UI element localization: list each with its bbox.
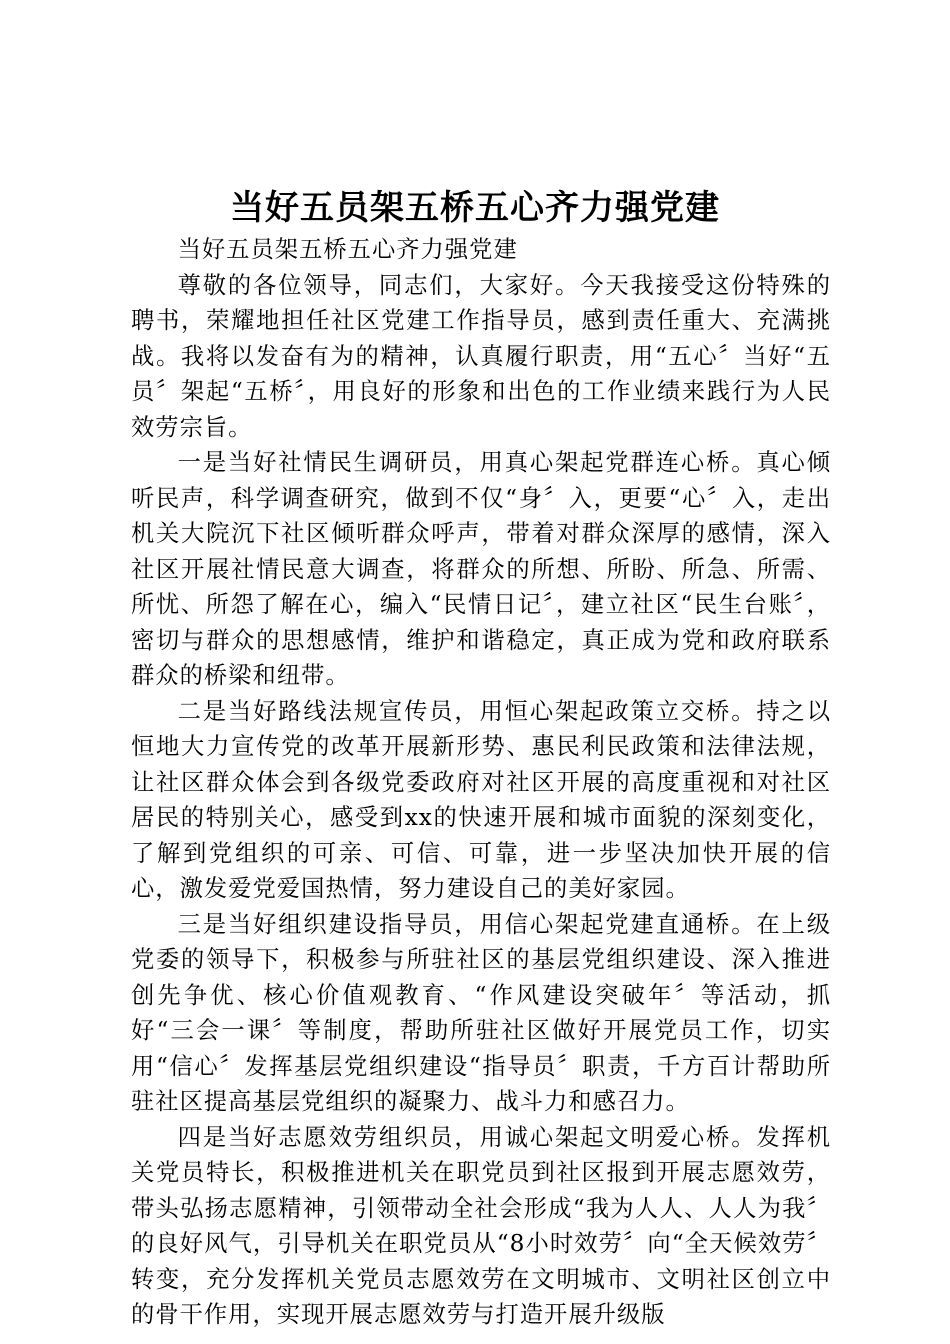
paragraph-four: 四是当好志愿效劳组织员，用诚心架起文明爱心桥。发挥机关党员特长，积极推进机关在职党员到社区报到开展志愿效劳，带头弘扬志愿精神，引领带动全社会形成“我为人人、人人为我〞的良好风气，引导机关在职党员从“8小时效劳〞向“全天候效劳〞转变，充分发挥机关党员志愿效劳在文明城市、文明社区创立中的骨干作用，实现开展志愿效劳与打造开展升级版 — [131, 1123, 831, 1328]
paragraph-three: 三是当好组织建设指导员，用信心架起党建直通桥。在上级党委的领导下，积极参与所驻社区的基层党组织建设、深入推进创先争优、核心价值观教育、“作风建设突破年〞等活动，抓好“三会一课〞等制度，帮助所驻社区做好开展党员工作，切实用“信心〞发挥基层党组织建设“指导员〞职责，千方百计帮助所驻社区提高基层党组织的凝聚力、战斗力和感召力。 — [131, 910, 831, 1115]
document-title: 当好五员架五桥五心齐力强党建 — [230, 188, 720, 228]
subtitle-paragraph: 当好五员架五桥五心齐力强党建 — [177, 236, 518, 263]
paragraph-one: 一是当好社情民生调研员，用真心架起党群连心桥。真心倾听民声，科学调查研究，做到不仅“身〞入，更要“心〞入，走出机关大院沉下社区倾听群众呼声，带着对群众深厚的感情，深入社区开展社情民意大调查，将群众的所想、所盼、所急、所需、所忧、所怨了解在心，编入“民情日记〞，建立社区“民生台账〞，密切与群众的思想感情，维护和谐稳定，真正成为党和政府联系群众的桥梁和纽带。 — [131, 449, 831, 689]
opening-paragraph: 尊敬的各位领导，同志们，大家好。今天我接受这份特殊的聘书，荣耀地担任社区党建工作指导员，感到责任重大、充满挑战。我将以发奋有为的精神，认真履行职责，用“五心〞当好“五员〞架起“五桥〞，用良好的形象和出色的工作业绩来践行为人民效劳宗旨。 — [131, 271, 831, 441]
document-body — [131, 232, 831, 1333]
paragraph-two: 二是当好路线法规宣传员，用恒心架起政策立交桥。持之以恒地大力宣传党的改革开展新形势、惠民利民政策和法律法规，让社区群众体会到各级党委政府对社区开展的高度重视和对社区居民的特别关心，感受到xx的快速开展和城市面貌的深刻变化，了解到党组织的可亲、可信、可靠，进一步坚决加快开展的信心，激发爱党爱国热情，努力建设自己的美好家园。 — [131, 697, 831, 902]
